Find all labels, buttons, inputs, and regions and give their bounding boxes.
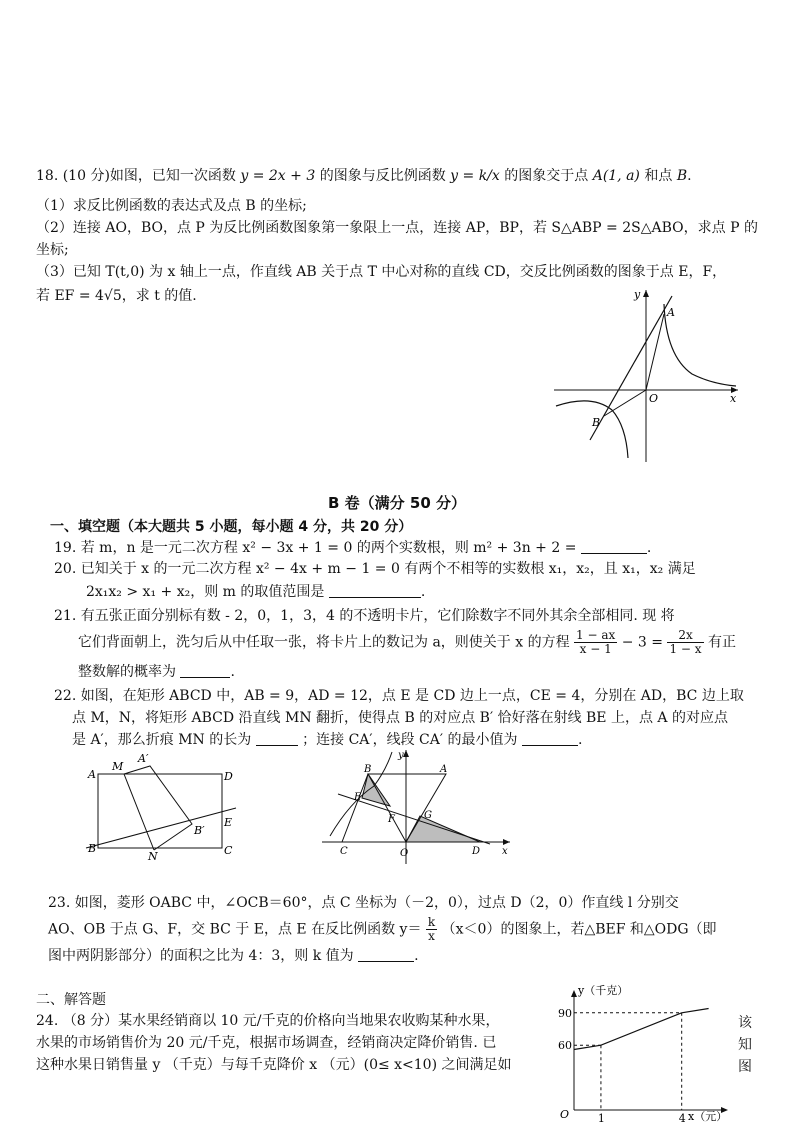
line-ab [590,296,672,440]
label-c: C [224,844,233,857]
q18-part2-cont: 坐标; [36,242,69,258]
label-a: A [88,768,96,781]
chart-x-label: x（元） [688,1110,728,1122]
label-f: F [388,814,395,825]
section-b-title: B 卷（满分 50 分） [328,494,466,512]
label-a: A [667,306,675,319]
q18-part3-cont: 若 EF = 4√5，求 t 的值. [36,288,197,304]
chart-y-label: y（千克） [578,984,629,997]
q23-answer-blank[interactable] [358,947,414,962]
q18-linear-eq: y = 2x + 3 [240,168,316,184]
q23-figure [320,746,516,866]
label-b: B [364,764,372,775]
q18-part2: （2）连接 AO，BO，点 P 为反比例函数图象第一象限上一点，连接 AP，BP，若 S△ABP = 2S△ABO，求点 P 的 [36,220,758,236]
label-d: D [472,846,481,857]
q18-figure [552,286,742,466]
q18-part3: （3）已知 T(t,0) 为 x 轴上一点，作直线 AB 关于点 T 中心对称的直线 CD，交反比例函数的图象于点 E，F， [36,264,727,280]
chart-y-axis-arrow [571,990,577,997]
label-e: E [354,792,362,803]
chart-x-tick-label: 1 [597,1112,605,1122]
diagonal-ob [368,774,406,842]
q18-stem: 18. (10 分)如图，已知一次函数 y = 2x + 3 的图象与反比例函数 y = k/x 的图象交于点 A(1, a) 和点 B. [36,168,692,184]
ray-be [86,808,236,848]
q20: 20. 已知关于 x 的一元二次方程 x² − 4x + m − 1 = 0 有两个不相等的实数根 x₁，x₂，且 x₁，x₂ 满足 [54,561,696,577]
q18-part1: （1）求反比例函数的表达式及点 B 的坐标; [36,198,307,214]
label-e: E [224,816,233,829]
q24-side-2: 知 [738,1037,752,1053]
hyperbola-q3 [556,401,628,458]
q21-fraction-left: $\frac{1 - ax}{x - 1}$ [576,628,616,656]
label-x: x [730,392,737,405]
q24: 24. （8 分）某水果经销商以 10 元/千克的价格向当地果农收购某种水果， [36,1013,500,1029]
label-n: N [148,850,158,862]
q20-answer-blank[interactable] [329,583,421,598]
label-b: B [592,416,601,429]
label-o: O [400,848,409,859]
q23: 23. 如图，菱形 OABC 中，∠OCB＝60°，点 C 坐标为（－2，0），过点 D（2，0）作直线 l 分别交 [48,895,679,911]
chart-y-tick-label: 60 [558,1039,572,1053]
q21-cont: 它们背面朝上，洗匀后从中任取一张，将卡片上的数记为 a，则使关于 x 的方程 $\frac{1 - ax}{x - 1}$ − 3 = $\frac{2x}{1 - x}$ 有正 [78,628,737,656]
label-y: y [398,750,404,761]
label-g: G [424,810,432,821]
q24-side-3: 图 [738,1059,752,1075]
q24-cont2: 这种水果日销售量 y （千克）与每千克降价 x （元）(0≤ x<10) 之间满足如 [36,1057,512,1073]
x-axis-arrow [503,839,510,845]
q20-cont: 2x₁x₂ > x₁ + x₂，则 m 的取值范围是 . [86,584,426,600]
q21-fraction-right: $\frac{2x}{1 - x}$ [669,628,702,656]
q19-answer-blank[interactable] [581,539,647,554]
label-b: B [88,842,97,855]
q22-answer-blank-1[interactable] [256,731,298,746]
q22-figure [84,752,244,862]
chart-x-tick-label: 4 [678,1112,686,1122]
q24-cont: 水果的市场销售价为 20 元/千克，根据市场调查，经销商决定降价销售. 已 [36,1035,497,1051]
q18-inverse-eq: y = k/x [450,168,500,184]
q22-answer-blank-2[interactable] [522,731,578,746]
label-c: C [340,846,348,857]
q24-side-1: 该 [738,1015,752,1031]
q22: 22. 如图，在矩形 ABCD 中，AB = 9，AD = 12，点 E 是 CD 边上一点，CE = 4，分别在 AD，BC 边上取 [54,688,744,704]
y-axis-arrow [403,750,409,757]
q21: 21. 有五张正面分别标有数 - 2，0，1，3，4 的不透明卡片，它们除数字不同外其余全部相同. 现 将 [54,608,675,624]
q23-cont2: 图中两阴影部分）的面积之比为 4：3，则 k 值为 . [48,948,419,964]
label-a-prime: A′ [138,752,149,765]
q22-cont2: 是 A′，那么折痕 MN 的长为 ；连接 CA′，线段 CA′ 的最小值为 . [72,732,583,748]
q18-point-b: B [676,168,688,184]
q19: 19. 若 m，n 是一元二次方程 x² − 3x + 1 = 0 的两个实数根，则 m² + 3n + 2 = . [54,540,652,556]
label-a: A [440,764,448,775]
segment-bo [604,390,646,416]
label-x: x [502,846,508,857]
q21-cont2: 整数解的概率为 . [78,664,235,680]
label-b-prime: B′ [194,824,205,837]
crease-mn [124,774,154,850]
y-axis-arrow [643,290,649,297]
chart-y-tick-label: 90 [558,1006,572,1020]
label-o: O [649,392,659,405]
folded-part [124,766,192,850]
chart-series-line [574,1008,709,1049]
part2-heading: 二、解答题 [36,992,106,1008]
q23-cont: AO、OB 于点 G、F，交 BC 于 E，点 E 在反比例函数 y＝ $\frac{k}{x}$ （x＜0）的图象上，若△BEF 和△ODG（即 [48,915,717,943]
label-d: D [224,770,233,783]
label-m: M [112,760,124,773]
q22-cont: 点 M，N，将矩形 ABCD 沿直线 MN 翻折，使得点 B 的对应点 B′ 恰好落在射线 BE 上，点 A 的对应点 [72,710,728,726]
fill-blank-heading: 一、填空题（本大题共 5 小题，每小题 4 分，共 20 分） [50,519,413,535]
q23-fraction: $\frac{k}{x}$ [427,915,436,943]
label-y: y [634,288,641,301]
q21-answer-blank[interactable] [180,663,230,678]
chart-origin-label: O [560,1108,570,1121]
q24-chart [556,982,736,1122]
q18-point-a: A(1, a) [592,168,640,184]
